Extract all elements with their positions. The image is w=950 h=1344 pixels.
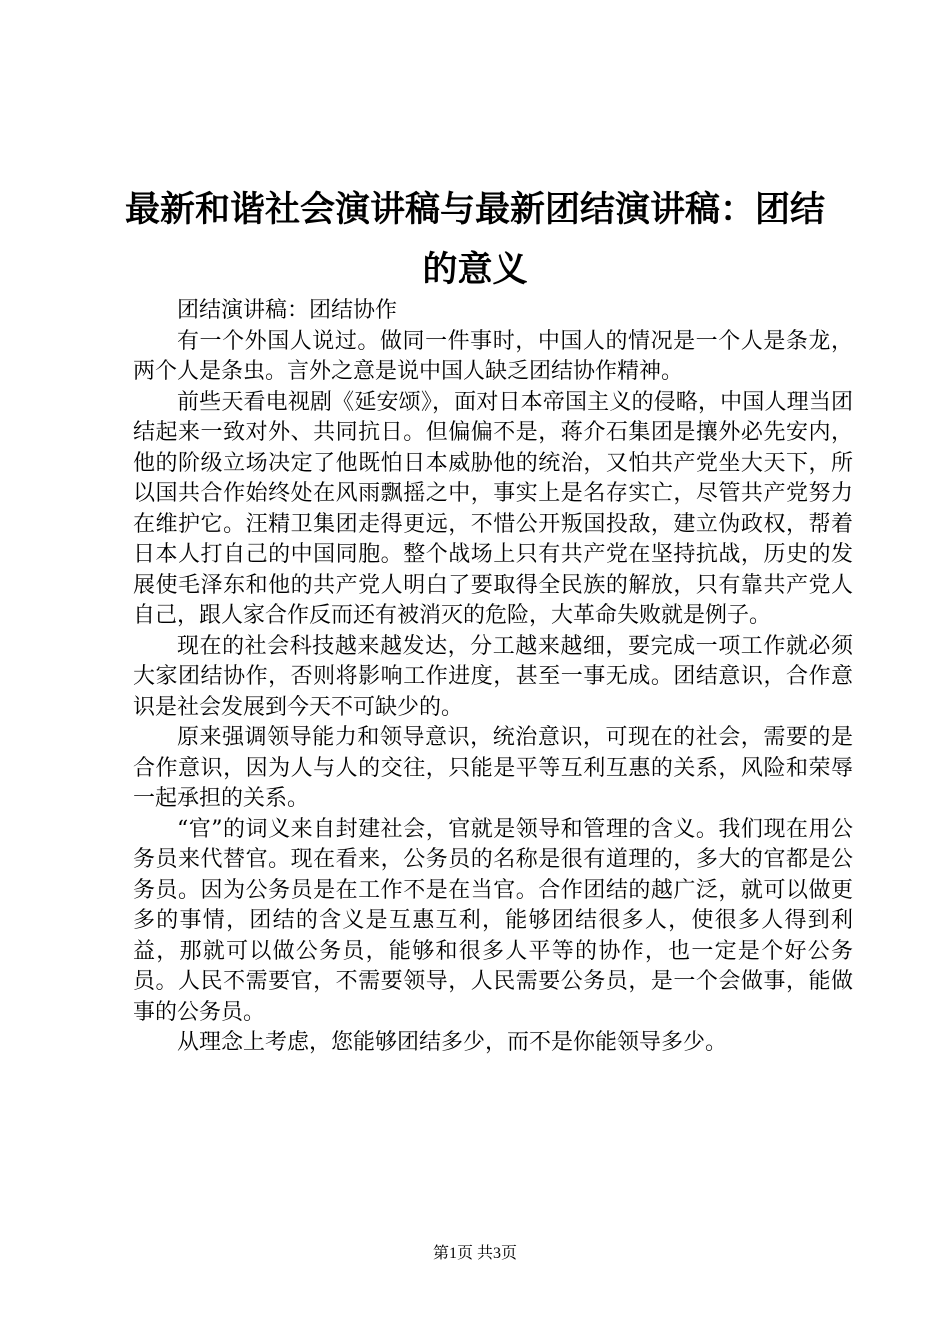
page-number-footer: 第1页 共3页 (432, 1245, 517, 1262)
title-line-2: 的意义 (422, 249, 528, 290)
body-paragraph: 现在的社会科技越来越发达，分工越来越细，要完成一项工作就必须大家团结协作，否则将影响工作进度，甚至一事无成。团结意识，合作意识是社会发展到今天不可缺少的。 (133, 633, 853, 720)
document-body (133, 296, 853, 1059)
body-paragraph: 原来强调领导能力和领导意识，统治意识，可现在的社会，需要的是合作意识，因为人与人的交往，只能是平等互利互惠的关系，风险和荣辱一起承担的关系。 (133, 725, 853, 811)
body-paragraph: 有一个外国人说过。做同一件事时，中国人的情况是一个人是条龙，两个人是条虫。言外之意是说中国人缺乏团结协作精神。 (133, 328, 853, 384)
subtitle-paragraph: 团结演讲稿：团结协作 (177, 298, 398, 323)
body-paragraph: 从理念上考虑，您能够团结多少，而不是你能领导多少。 (177, 1030, 728, 1055)
document-title (100, 180, 850, 300)
body-paragraph: “官”的词义来自封建社会，官就是领导和管理的含义。我们现在用公务员来代替官。现在看来，公务员的名称是很有道理的，多大的官都是公务员。因为公务员是在工作不是在当官。合作团结的越广泛，就可以做更多的事情，团结的含义是互惠互利，能够团结很多人，使很多人得到利益，那就可以做公务员，能够和很多人平等的协作，也一定是个好公务员。人民不需要官，不需要领导，人民需要公务员，是一个会做事，能做事的公务员。 (133, 816, 853, 1025)
body-paragraph: 前些天看电视剧《延安颂》，面对日本帝国主义的侵略，中国人理当团结起来一致对外、共同抗日。但偏偏不是，蒋介石集团是攘外必先安内，他的阶级立场决定了他既怕日本威胁他的统治，又怕共产党坐大天下，所以国共合作始终处在风雨飘摇之中，事实上是名存实亡，尽管共产党努力在维护它。汪精卫集团走得更远，不惜公开叛国投敌，建立伪政权，帮着日本人打自己的中国同胞。整个战场上只有共产党在坚持抗战，历史的发展使毛泽东和他的共产党人明白了要取得全民族的解放，只有靠共产党人自己，跟人家合作反而还有被消灭的危险，大革命失败就是例子。 (133, 389, 853, 628)
title-line-1: 最新和谐社会演讲稿与最新团结演讲稿：团结 (124, 189, 825, 230)
